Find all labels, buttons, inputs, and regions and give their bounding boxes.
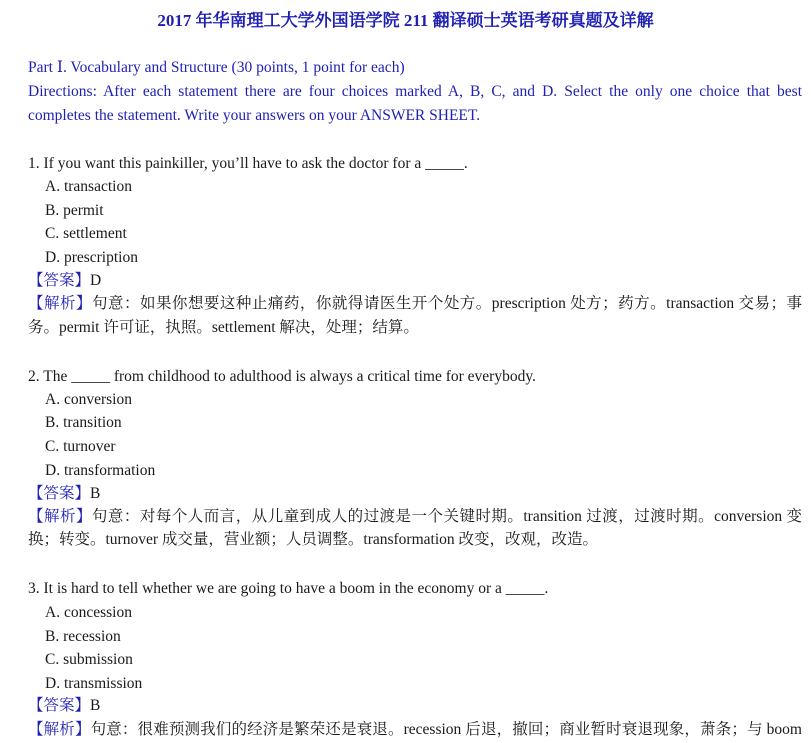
answer-label: 【答案】 <box>28 272 91 289</box>
question-1-option-b: B. permit <box>45 202 104 219</box>
analysis-label: 【解析】 <box>28 508 92 525</box>
question-3-option-d: D. transmission <box>45 675 143 692</box>
analysis-label: 【解析】 <box>28 295 92 312</box>
question-2-answer <box>28 484 100 504</box>
answer-label: 【答案】 <box>28 697 91 714</box>
answer-value: B <box>90 697 101 714</box>
analysis-text: 句意：很难预测我们的经济是繁荣还是衰退。recession 后退，撤回；商业暂时衰退现象，萧条；与 boom <box>90 721 802 738</box>
question-1-stem: 1. If you want this painkiller, you’ll have to ask the doctor for a _____. <box>28 155 468 172</box>
question-2-option-c: C. turnover <box>45 438 116 455</box>
answer-value: B <box>90 485 101 502</box>
question-3-analysis-line-1 <box>28 720 802 740</box>
question-3-option-c: C. submission <box>45 651 133 668</box>
question-2-analysis-line-2: 换；转变。turnover 成交量，营业额；人员调整。transformation 改变，改观，改造。 <box>28 531 599 548</box>
page-title: 2017 年华南理工大学外国语学院 211 翻译硕士英语考研真题及详解 <box>157 11 654 30</box>
analysis-label: 【解析】 <box>28 721 91 738</box>
question-3-stem: 3. It is hard to tell whether we are going to have a boom in the economy or a _____. <box>28 580 549 597</box>
part-heading: Part Ⅰ. Vocabulary and Structure (30 points, 1 point for each) <box>28 59 405 76</box>
question-2-stem: 2. The _____ from childhood to adulthood is always a critical time for everybody. <box>28 368 536 385</box>
question-2-option-a: A. conversion <box>45 391 132 408</box>
answer-value: D <box>90 272 102 289</box>
directions-line-2: completes the statement. Write your answers on your ANSWER SHEET. <box>28 107 481 124</box>
question-1-answer <box>28 271 101 291</box>
question-3-option-a: A. concession <box>45 604 132 621</box>
question-1-option-d: D. prescription <box>45 249 138 266</box>
question-1-option-c: C. settlement <box>45 225 127 242</box>
analysis-text: 句意：如果你想要这种止痛药，你就得请医生开个处方。prescription 处方；药方。transaction 交易；事 <box>91 295 802 312</box>
question-3-option-b: B. recession <box>45 628 121 645</box>
question-2-analysis-line-1 <box>28 507 802 527</box>
question-2-option-b: B. transition <box>45 414 122 431</box>
question-2-option-d: D. transformation <box>45 462 156 479</box>
question-1-option-a: A. transaction <box>45 178 132 195</box>
question-1-analysis-line-1 <box>28 294 802 314</box>
question-1-analysis-line-2: 务。permit 许可证，执照。settlement 解决，处理；结算。 <box>28 319 419 336</box>
question-3-answer <box>28 696 100 716</box>
answer-label: 【答案】 <box>28 485 91 502</box>
directions-line-1: Directions: After each statement there are four choices marked A, B, C, and D. Select the only one choice that best <box>28 83 802 100</box>
analysis-text: 句意：对每个人而言，从儿童到成人的过渡是一个关键时期。transition 过渡，过渡时期。conversion 变 <box>91 508 802 525</box>
